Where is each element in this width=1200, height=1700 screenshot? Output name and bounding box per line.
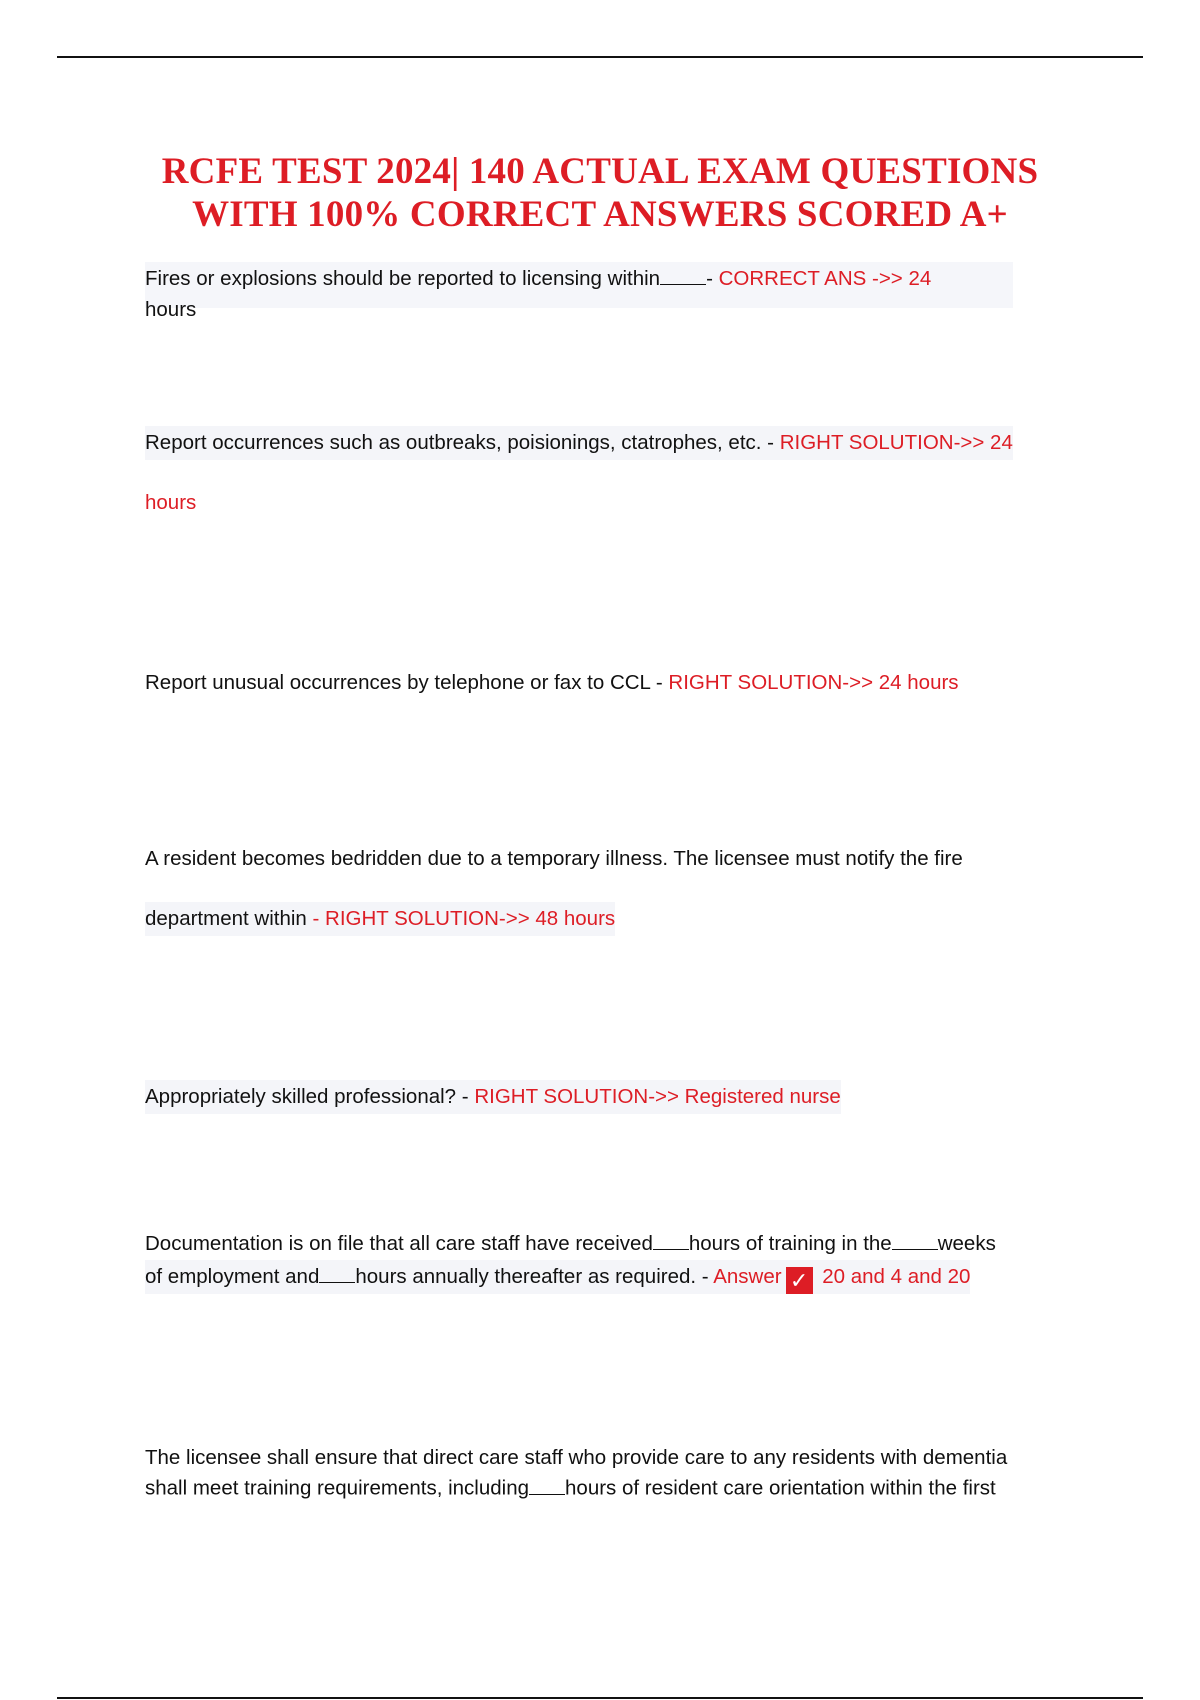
question-4-answer: - RIGHT SOLUTION->> 48 hours: [306, 907, 616, 930]
blank-line: [319, 1262, 355, 1284]
question-6-shaded: [145, 1260, 970, 1294]
question-5-shaded: [145, 1080, 841, 1114]
question-1: [145, 262, 1013, 321]
document-title: [100, 150, 1100, 236]
question-6-answer-label: Answer: [713, 1265, 782, 1288]
question-4-text-cont: department within: [145, 907, 307, 930]
question-7-text-line-2-part-2: hours of resident care orientation within the first: [565, 1476, 996, 1500]
question-4-line-1: [145, 842, 1080, 875]
question-6-text-line-2-part-2: hours annually thereafter as required. -: [355, 1265, 714, 1288]
question-3-text: Report unusual occurrences by telephone or fax to CCL -: [145, 671, 669, 694]
question-2-answer-cont: hours: [145, 491, 197, 514]
question-6-answer: 20 and 4 and 20: [816, 1265, 971, 1288]
question-5-line-1: [145, 1080, 1080, 1113]
question-1-answer-cont: hours: [145, 298, 197, 321]
question-2-line-2: [145, 486, 1080, 519]
question-2-answer: RIGHT SOLUTION->> 24: [779, 431, 1013, 454]
question-6-text-part-2: hours of training in the: [688, 1232, 892, 1255]
question-3-answer: RIGHT SOLUTION->> 24 hours: [668, 671, 959, 694]
bottom-rule: [57, 1697, 1143, 1699]
question-2: [145, 426, 1080, 519]
question-6-text-part-3: weeks: [937, 1232, 996, 1255]
question-3: [145, 666, 1080, 699]
question-5: [145, 1080, 1080, 1113]
question-7-line-1: [145, 1443, 1080, 1473]
question-6-text-line-2-part-1: of employment and: [145, 1265, 320, 1288]
question-1-line-1: [145, 262, 1013, 295]
question-6-line-1: [145, 1227, 1080, 1260]
check-icon: ✓: [786, 1267, 813, 1294]
question-2-shaded: [145, 426, 1013, 460]
question-7-text-line-2-part-1: shall meet training requirements, including: [145, 1476, 530, 1500]
question-2-text: Report occurrences such as outbreaks, poisionings, ctatrophes, etc. -: [145, 431, 780, 454]
question-1-text: Fires or explosions should be reported to licensing within: [145, 267, 661, 290]
question-5-text: Appropriately skilled professional? -: [145, 1085, 475, 1108]
question-2-line-1: [145, 426, 1080, 459]
question-6-line-2: [145, 1260, 1080, 1294]
question-6-text-part-1: Documentation is on file that all care staff have received: [145, 1232, 653, 1255]
blank-line: [660, 264, 706, 286]
blank-line: [892, 1229, 938, 1251]
question-5-answer: RIGHT SOLUTION->> Registered nurse: [474, 1085, 841, 1108]
blank-line: [653, 1229, 689, 1251]
question-3-line-1: [145, 666, 1080, 699]
blank-line: [529, 1473, 565, 1495]
question-1-answer: CORRECT ANS ->> 24: [718, 267, 932, 290]
question-7-text-line-1: The licensee shall ensure that direct care staff who provide care to any residents with dementia: [145, 1446, 1008, 1469]
question-1-line-2: [145, 293, 1013, 326]
question-4-shaded: [145, 902, 615, 936]
question-4-text: A resident becomes bedridden due to a temporary illness. The licensee must notify the fire: [145, 847, 963, 870]
title-line-1: RCFE TEST 2024| 140 ACTUAL EXAM QUESTIONS: [161, 151, 1039, 192]
question-4-line-2: [145, 902, 1080, 935]
question-6: [145, 1227, 1080, 1294]
question-4: [145, 842, 1080, 935]
question-1-suffix: -: [706, 267, 719, 290]
question-7: [145, 1443, 1080, 1504]
question-7-line-2: [145, 1473, 1080, 1504]
top-rule: [57, 56, 1143, 58]
title-line-2: WITH 100% CORRECT ANSWERS SCORED A+: [192, 194, 1008, 235]
